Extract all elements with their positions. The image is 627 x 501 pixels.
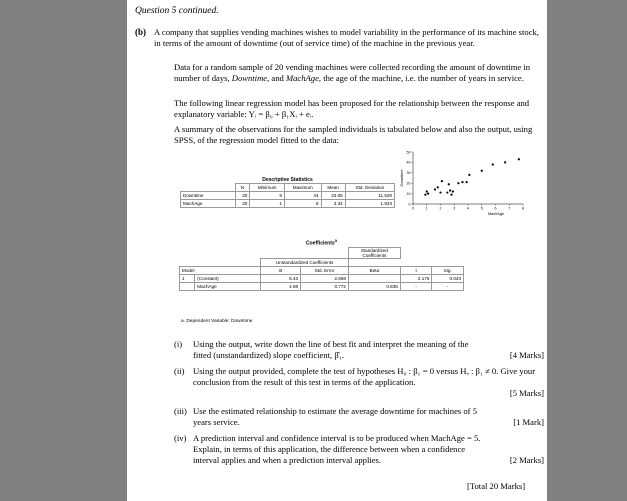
question-i: (i) Using the output, write down the line of best fit and interpret the meaning of the fitted (unstandardized) slope coefficient, β̂₁. [4 Marks] bbox=[174, 339, 544, 360]
y-tick-label: 40 bbox=[406, 160, 411, 165]
scatter-point bbox=[439, 191, 441, 193]
x-tick-label: 5 bbox=[480, 206, 483, 211]
scatter-point bbox=[466, 181, 468, 183]
y-axis-label: Downtime bbox=[400, 169, 404, 187]
x-tick-label: 1 bbox=[425, 206, 428, 211]
y-tick-label: 0 bbox=[408, 202, 411, 207]
scatter-point bbox=[427, 193, 429, 195]
scatter-point bbox=[481, 170, 483, 172]
unstd-coef-group-header: Unstandardized Coefficients bbox=[261, 258, 349, 266]
scatter-point bbox=[468, 174, 470, 176]
x-tick-label: 8 bbox=[522, 206, 524, 211]
scatter-point bbox=[437, 186, 439, 188]
total-marks: [Total 20 Marks] bbox=[467, 481, 526, 491]
coef-header-beta: Beta bbox=[348, 266, 400, 274]
coef-header-sig: Sig. bbox=[432, 266, 464, 274]
question-heading: Question 5 continued. bbox=[135, 6, 219, 16]
scatter-point bbox=[518, 158, 520, 160]
x-tick-label: 3 bbox=[453, 206, 456, 211]
table-row: MachAge 4.98 0.772 0.835 - - bbox=[180, 282, 464, 290]
coef-header-t: t bbox=[400, 266, 432, 274]
x-tick-label: 4 bbox=[467, 206, 469, 211]
x-tick-label: 7 bbox=[508, 206, 511, 211]
coefficients-footnote: a. Dependent Variable: Downtime bbox=[181, 319, 253, 324]
table-row: Downtime 20 9 44 23.05 11.528 bbox=[181, 192, 395, 200]
scatter-point bbox=[504, 161, 506, 163]
desc-header: Maximum bbox=[284, 184, 321, 192]
coef-header-se: Std. Error bbox=[301, 266, 349, 274]
x-tick-label: 0 bbox=[412, 206, 414, 211]
question-iii: (iii) Use the estimated relationship to estimate the average downtime for machines of 5 years service. [1 Mark] bbox=[174, 406, 544, 427]
desc-header: N bbox=[235, 184, 250, 192]
model-paragraph: The following linear regression model has been proposed for the relationship between the response and explanatory variable: Yᵢ = β₀ + β₁Xᵢ + eᵢ. bbox=[174, 98, 530, 119]
intro-paragraph: A company that supplies vending machines wishes to model variability in the performance of its machine stock, in terms of the amount of downtime (out of service time) of the machine in the previous year. bbox=[154, 27, 539, 48]
scatter-plot bbox=[399, 148, 529, 218]
part-label: (b) bbox=[135, 27, 146, 37]
desc-header: Std. Deviation bbox=[345, 184, 394, 192]
scatter-point bbox=[492, 163, 494, 165]
std-coef-group-header: Standardized Coefficients bbox=[348, 247, 400, 258]
table-row: MachAge 20 1 8 3.34 1.933 bbox=[181, 200, 395, 208]
scatter-point bbox=[424, 194, 426, 196]
coef-header-model: Model bbox=[180, 266, 261, 274]
y-tick-label: 10 bbox=[406, 191, 411, 196]
scatter-point bbox=[457, 182, 459, 184]
y-tick-label: 20 bbox=[406, 181, 411, 186]
question-ii: (ii) Using the output provided, complete the test of hypotheses H₀ : β₁ = 0 versus Hₐ : β₁ ≠ 0. Give your conclusion from the result of this test in terms of the application. [5 Marks] bbox=[174, 366, 544, 398]
desc-header: Minimum bbox=[250, 184, 285, 192]
scatter-point bbox=[441, 180, 443, 182]
scatter-point bbox=[434, 188, 436, 190]
desc-header: Mean bbox=[321, 184, 345, 192]
x-tick-label: 6 bbox=[494, 206, 497, 211]
y-tick-label: 30 bbox=[406, 171, 411, 176]
coefficients-table bbox=[179, 238, 464, 291]
scatter-point bbox=[452, 190, 454, 192]
descriptive-title: Descriptive Statistics bbox=[262, 176, 313, 183]
scatter-point bbox=[449, 189, 451, 191]
summary-paragraph: A summary of the observations for the sampled individuals is tabulated below and also the output, using SPSS, of the regression model fitted to the data: bbox=[174, 124, 533, 145]
scatter-point bbox=[426, 190, 428, 192]
x-tick-label: 2 bbox=[439, 206, 442, 211]
question-iv: (iv) A prediction interval and confidence interval is to be produced when MachAge = 5. Explain, in terms of this application, the difference between when a confidence interval applies and when a prediction interval applies. [2 Marks] bbox=[174, 433, 544, 465]
scatter-point bbox=[446, 191, 448, 193]
coefficients-title: Coefficients$^a$ bbox=[306, 238, 337, 247]
coef-header-b: B bbox=[261, 266, 301, 274]
table-row: 1 (Constant) 6.43 2.958 2.175 0.043 bbox=[180, 274, 464, 282]
exam-page bbox=[127, 0, 547, 501]
x-axis-label: MachAge bbox=[487, 212, 505, 216]
scatter-point bbox=[448, 183, 450, 185]
scatter-point bbox=[450, 194, 452, 196]
data-paragraph: Data for a random sample of 20 vending machines were collected recording the amount of downtime in number of days, Downtime, and MachAge, the age of the machine, i.e. the number of years in service. bbox=[174, 62, 531, 83]
descriptive-stats-table bbox=[180, 176, 395, 208]
y-tick-label: 50 bbox=[406, 150, 411, 155]
scatter-point bbox=[461, 181, 463, 183]
